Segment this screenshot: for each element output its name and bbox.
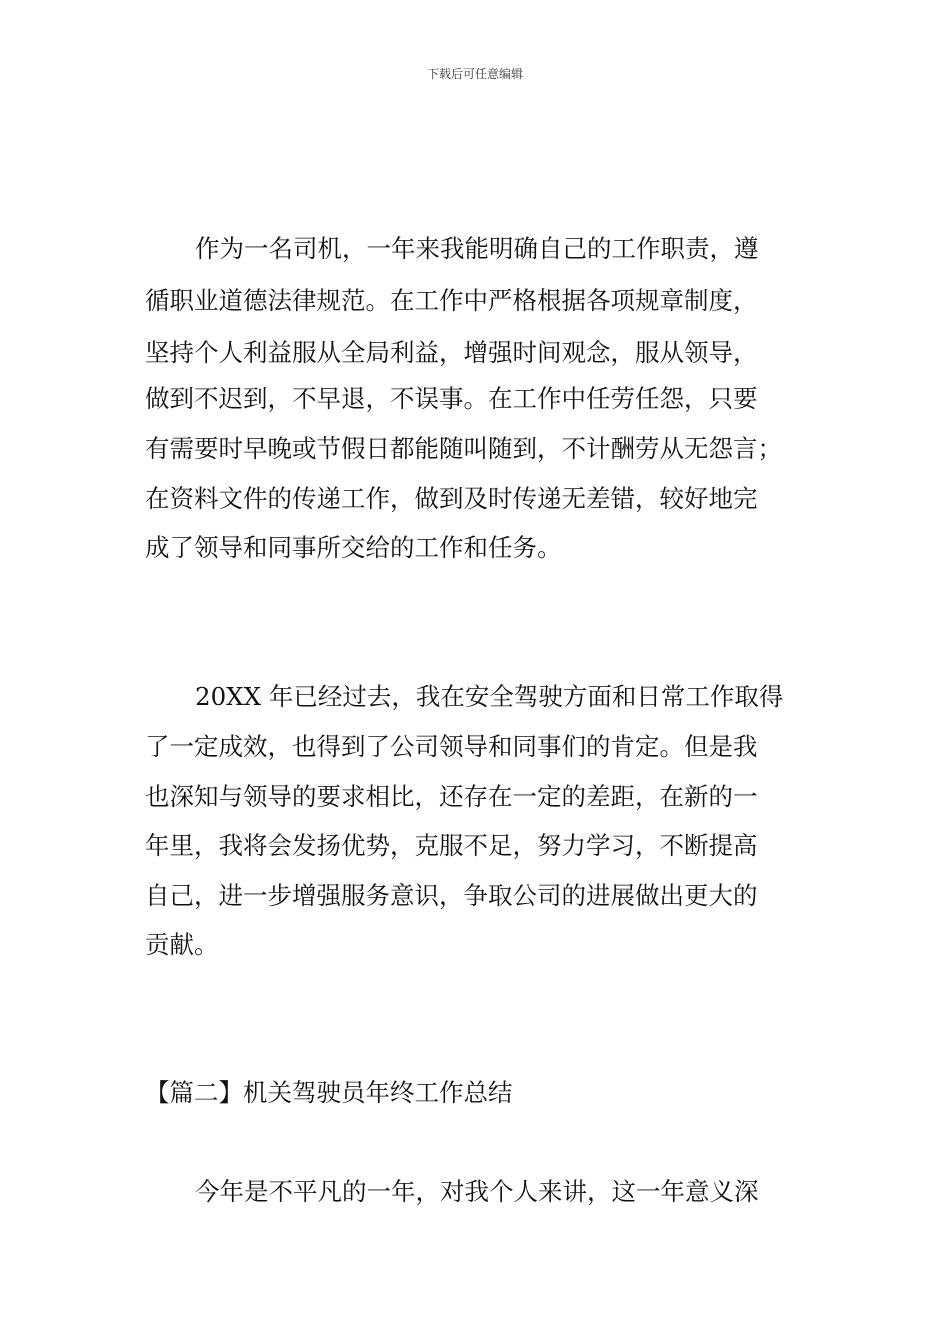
paragraph-line: 做到不迟到，不早退，不误事。在工作中任劳任怨，只要 bbox=[145, 384, 758, 413]
paragraph-line: 成了领导和同事所交给的工作和任务。 bbox=[145, 533, 562, 562]
page-header: 下载后可任意编辑 bbox=[426, 67, 523, 81]
paragraph-line: 贡献。 bbox=[145, 930, 219, 959]
paragraph-line: 循职业道德法律规范。在工作中严格根据各项规章制度， bbox=[145, 286, 758, 315]
paragraph-line: 有需要时早晚或节假日都能随叫随到，不计酬劳从无怨言； bbox=[145, 434, 782, 463]
paragraph-line: 坚持个人利益服从全局利益，增强时间观念，服从领导， bbox=[145, 338, 758, 367]
paragraph-line: 年里，我将会发扬优势，克服不足，努力学习，不断提高 bbox=[145, 831, 758, 860]
paragraph-line: 在资料文件的传递工作，做到及时传递无差错，较好地完 bbox=[145, 484, 758, 513]
paragraph-line: 了一定成效，也得到了公司领导和同事们的肯定。但是我 bbox=[145, 732, 758, 761]
paragraph-line: 今年是不平凡的一年，对我个人来讲，这一年意义深 bbox=[195, 1177, 759, 1206]
paragraph-line: 20XX 年已经过去，我在安全驾驶方面和日常工作取得 bbox=[195, 682, 784, 711]
paragraph-line: 作为一名司机，一年来我能明确自己的工作职责，遵 bbox=[195, 234, 759, 263]
paragraph-line: 也深知与领导的要求相比，还存在一定的差距，在新的一 bbox=[145, 782, 758, 811]
paragraph-line: 自己，进一步增强服务意识，争取公司的进展做出更大的 bbox=[145, 881, 758, 910]
section-heading: 【篇二】机关驾驶员年终工作总结 bbox=[145, 1078, 513, 1107]
